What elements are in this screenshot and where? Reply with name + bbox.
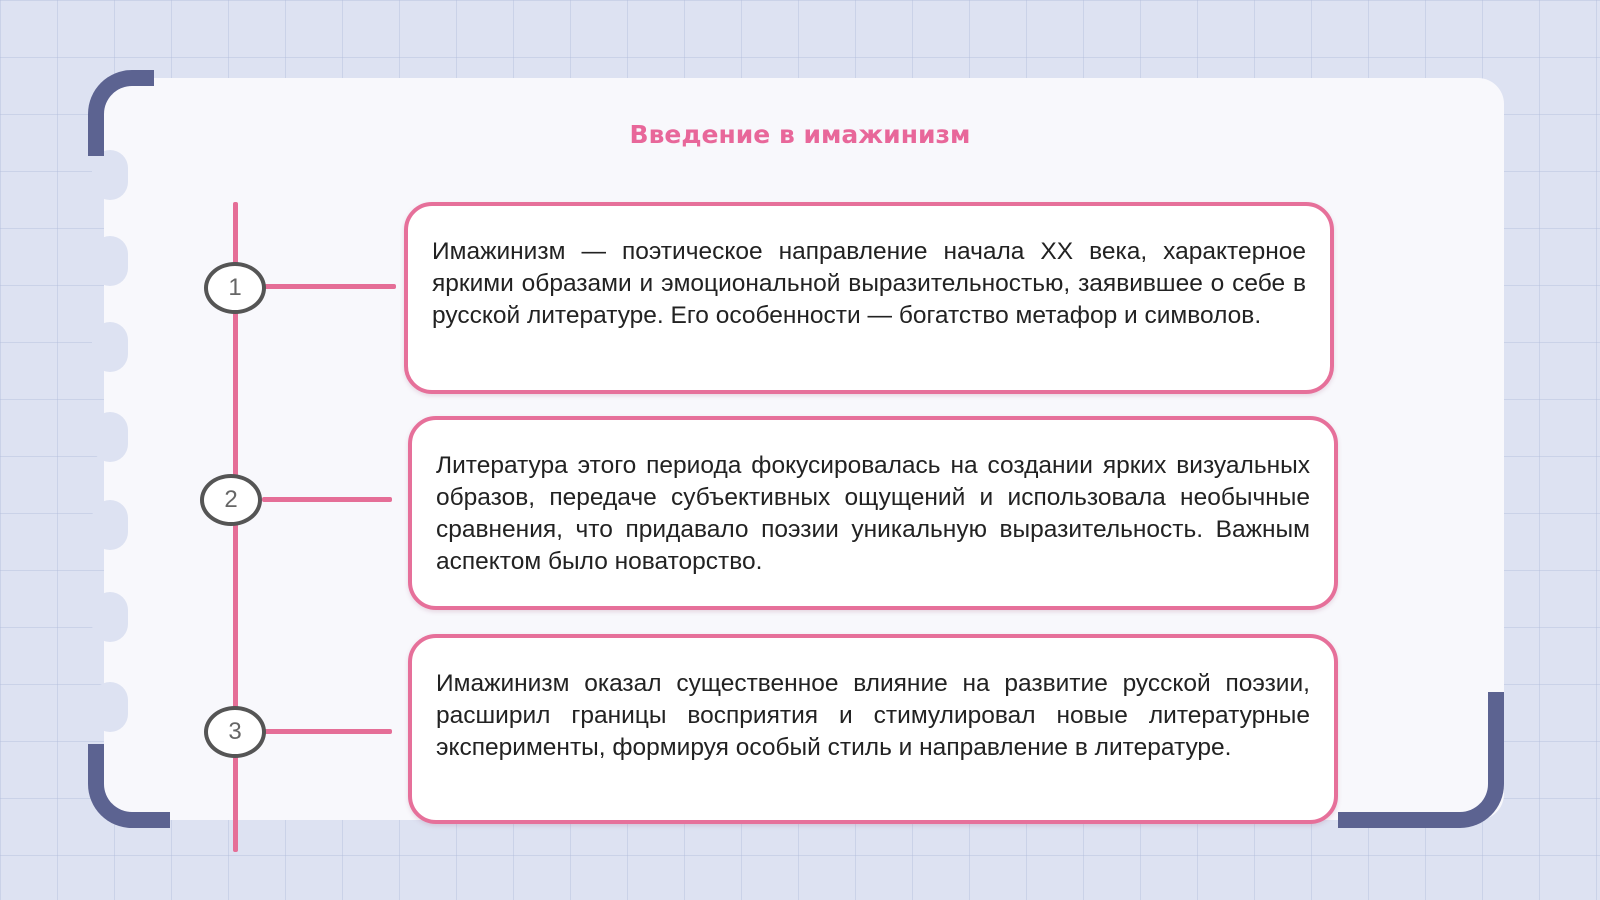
slide-title: Введение в имажинизм xyxy=(629,120,971,149)
timeline-connector-3 xyxy=(264,729,392,734)
timeline-card-1: Имажинизм — поэтическое направление начала XX века, характерное яркими образами и эмоциональной выразительностью, заявившее о себе в русской литературе. Его особенности — богатство метафор и символов. xyxy=(404,202,1334,394)
frame-corner-bottom-right xyxy=(1338,692,1504,828)
timeline-card-3: Имажинизм оказал существенное влияние на развитие русской поэзии, расширил границы восприятия и стимулировал новые литературные эксперименты, формируя особый стиль и направление в литературе. xyxy=(408,634,1338,824)
timeline-node-3: 3 xyxy=(204,706,266,758)
timeline-connector-2 xyxy=(262,497,392,502)
frame-corner-bottom-left xyxy=(88,744,170,828)
timeline-node-2: 2 xyxy=(200,474,262,526)
notebook-edge xyxy=(92,150,132,770)
timeline-connector-1 xyxy=(264,284,396,289)
timeline-node-1: 1 xyxy=(204,262,266,314)
timeline-card-2: Литература этого периода фокусировалась на создании ярких визуальных образов, передаче субъективных ощущений и использовала необычные сравнения, что придавало поэзии уникальную выразительность. Важным аспектом было новаторство. xyxy=(408,416,1338,610)
